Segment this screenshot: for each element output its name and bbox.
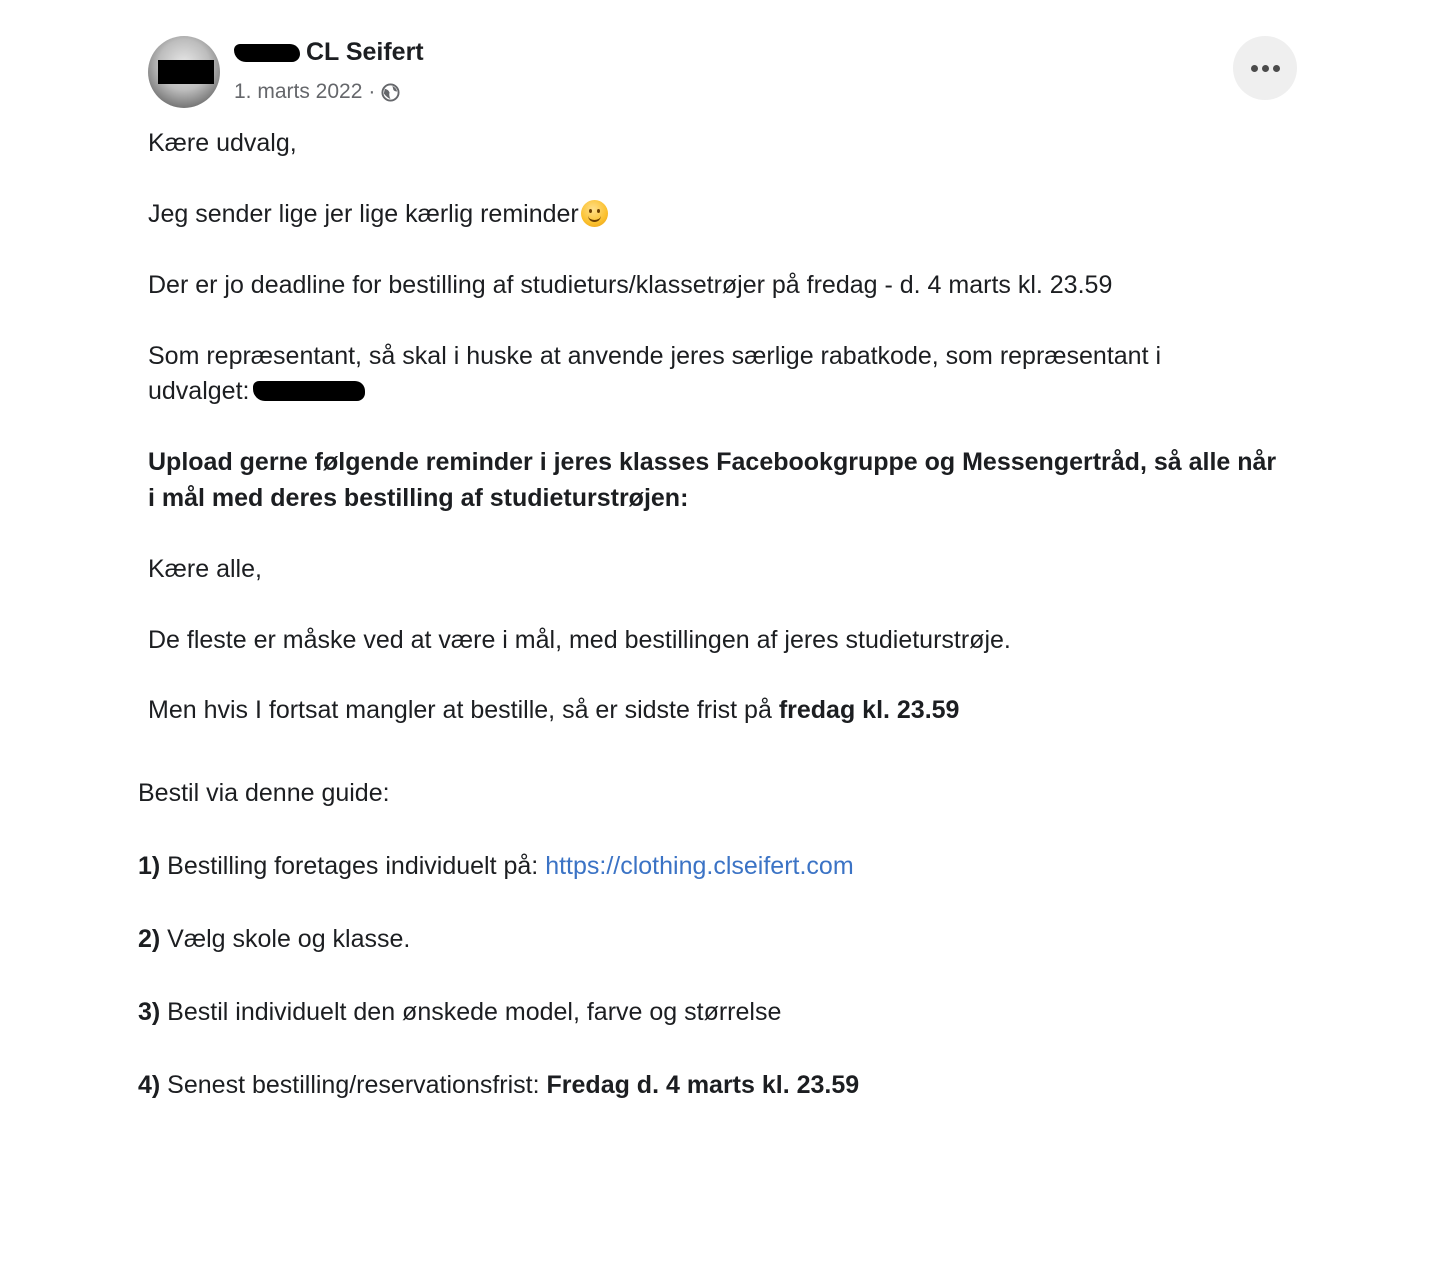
post-reminder-line	[148, 196, 608, 232]
author-avatar[interactable]	[148, 36, 220, 108]
author-name[interactable]	[234, 38, 424, 67]
meta-separator: ·	[368, 80, 376, 103]
author-name-text: CL Seifert	[306, 38, 424, 66]
order-site-link[interactable]: https://clothing.clseifert.com	[545, 852, 854, 880]
step-number: 4)	[138, 1071, 161, 1099]
step-deadline-bold: Fredag d. 4 marts kl. 23.59	[546, 1071, 860, 1099]
post-greeting-all: Kære alle,	[148, 555, 262, 583]
deadline-reminder-bold: fredag kl. 23.59	[778, 696, 960, 724]
post-meta	[234, 80, 400, 104]
guide-step-3	[138, 994, 781, 1030]
step-number: 1)	[138, 852, 161, 880]
redacted-first-name	[234, 44, 300, 62]
post-deadline-reminder	[148, 692, 959, 728]
more-horizontal-icon	[1273, 65, 1280, 72]
post-most-done-line: De fleste er måske ved at være i mål, med bestillingen af jeres studieturstrøje.	[148, 626, 1011, 654]
step-text: Senest bestilling/reservationsfrist:	[160, 1071, 547, 1099]
step-number: 2)	[138, 925, 161, 953]
slightly-smiling-face-emoji-icon	[581, 200, 608, 227]
deadline-reminder-prefix: Men hvis I fortsat mangler at bestille, så er sidste frist på	[148, 696, 779, 724]
guide-heading: Bestil via denne guide:	[138, 779, 390, 807]
post-upload-instruction-1: Upload gerne følgende reminder i jeres klasses Facebookgruppe og Messengertråd, så alle når	[148, 448, 1277, 476]
step-text: Bestil individuelt den ønskede model, farve og størrelse	[160, 998, 782, 1026]
post-upload-instruction-2: i mål med deres bestilling af studieturstrøjen:	[148, 484, 689, 512]
guide-step-4	[138, 1067, 859, 1103]
avatar-censor-bar	[158, 60, 214, 84]
more-horizontal-icon	[1251, 65, 1258, 72]
guide-step-2	[138, 921, 410, 957]
post-date[interactable]: 1. marts 2022	[234, 80, 363, 103]
post-deadline-line: Der er jo deadline for bestilling af studieturs/klassetrøjer på fredag - d. 4 marts kl. 23.59	[148, 271, 1113, 299]
post-representative-line-1: Som repræsentant, så skal i huske at anvende jeres særlige rabatkode, som repræsentant i	[148, 342, 1162, 370]
more-horizontal-icon	[1262, 65, 1269, 72]
reminder-text: Jeg sender lige jer lige kærlig reminder	[148, 200, 579, 228]
guide-step-1	[138, 848, 854, 884]
step-text: Bestilling foretages individuelt på:	[160, 852, 546, 880]
more-options-button[interactable]	[1233, 36, 1297, 100]
post-greeting: Kære udvalg,	[148, 129, 297, 157]
post-representative-line-2	[148, 373, 365, 409]
globe-icon[interactable]	[381, 83, 400, 102]
representative-prefix: udvalget:	[148, 377, 250, 405]
step-text: Vælg skole og klasse.	[160, 925, 411, 953]
step-number: 3)	[138, 998, 161, 1026]
redacted-discount-code	[253, 381, 365, 401]
